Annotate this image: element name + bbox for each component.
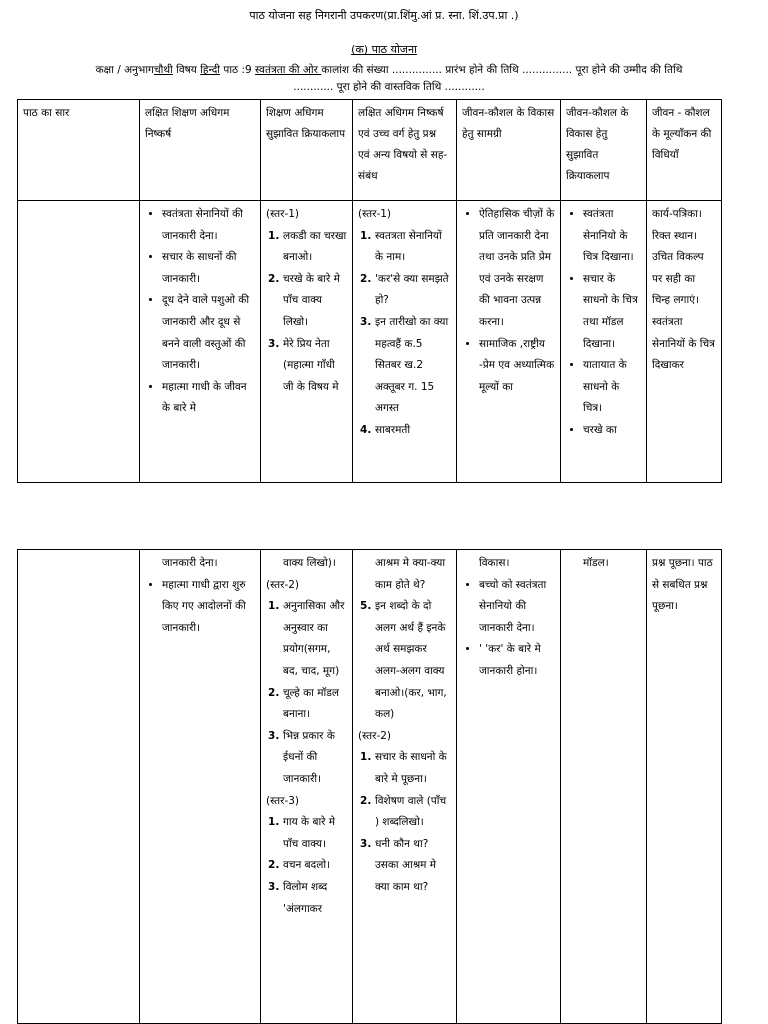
list-item: 5. इन शब्दो के दो अलग अर्थ हैं इनके अर्थ समझकर अलग-अलग वाक्य बनाओ।(कर, भाग, कल) (375, 596, 451, 726)
list-item: • ऐतिहासिक चीज़ों के प्रति जानकारी देना तथा उनके प्रति प्रेम एवं उनके सरक्षण की भावना उत्पन्न करना। (479, 204, 555, 334)
list-item: • सामाजिक ,राष्ट्रीय -प्रेम एव अध्यात्मिक मूल्यों का (479, 334, 555, 399)
summary-cell (18, 550, 140, 1024)
list-item: 2. चूल्हे का मॉडल बनाना। (283, 683, 347, 726)
list-item: 2. 'कर'से क्या समझते हो? (375, 269, 451, 312)
list-item: • महात्मा गाधी के जीवन के बारे मे (162, 377, 255, 420)
list-item: 1. गाय के बारे मे पॉंच वाक्य। (283, 812, 347, 855)
list-item: • स्वतंत्रता सेनानियो के चित्र दिखाना। (583, 204, 641, 269)
class-label: कक्षा / अनुभाग (95, 64, 154, 76)
lesson-plan-subtitle (0, 42, 768, 58)
header-summary: पाठ का सार (18, 100, 140, 201)
list-item: • यातायात के साधनो के चित्र। (583, 355, 641, 420)
evaluation-cell: कार्य-पत्रिका। रिक्त स्थान। उचित विकल्प पर सही का चिन्ह लगाएं। स्वतंत्रता सेनानियों के चित्र दिखाकर (647, 201, 722, 483)
list-item: 1. स्वतत्रता सेनानियों के नाम। (375, 226, 451, 269)
period-dates: कालांश की संख्या ............... प्रारंभ होने की तिथि ............... पूरा होने की उम्मीद की तिथि (321, 64, 683, 76)
list-item: 3. मेरे प्रिय नेता (महात्मा गॉंधी जी के विषय मे (283, 334, 347, 399)
level-label: (स्तर-1) (358, 208, 392, 220)
list-item: 3. इन तारीखो का क्या महत्वहैं क.5 सितबर ख.2 अक्तूबर ग. 15 अगस्त (375, 312, 451, 420)
header-materials: जीवन-कौशल के विकास हेतु सामग्री (457, 100, 561, 201)
summary-cell (18, 201, 140, 483)
lesson-meta (44, 62, 734, 96)
header-skill-activities: जीवन-कौशल के विकास हेतु सुझावित क्रियाकलाप (561, 100, 647, 201)
list-item: 2. वचन बदलो। (283, 855, 347, 877)
lesson-label: पाठ :9 (220, 64, 256, 76)
list-item: 2. विशेषण वाले (पॉंच ) शब्दलिखो। (375, 791, 451, 834)
level-label: (स्तर-2) (266, 578, 300, 591)
list-item: • बच्चो को स्वतंत्रता सेनानियो की जानकारी देना। (479, 575, 555, 640)
list-item: 1. अनुनासिका और अनुस्वार का प्रयोग(सगम, बद, चाद, मूग) (283, 596, 347, 682)
materials-cell (457, 201, 561, 483)
subject-label: विषय (172, 64, 201, 76)
list-item: 2. चरखे के बारे मे पॉंच वाक्य लिखो। (283, 269, 347, 334)
list-item: 1. सचार के साधनो के बारे मे पूछना। (375, 747, 451, 790)
outcomes-cell (140, 201, 261, 483)
list-item: 4. साबरमती (375, 420, 451, 442)
level-label: (स्तर-1) (266, 208, 300, 220)
lesson-value: स्वतंत्रता की ओर (255, 64, 322, 76)
list-item: 1. लकडी का चरखा बनाओ। (283, 226, 347, 269)
continued-text: जानकारी देना। (162, 557, 218, 569)
activities-cell (261, 201, 353, 483)
list-item: • स्वतंत्रता सेनानियों की जानकारी देना। (162, 204, 255, 247)
activities-cell (261, 550, 353, 1024)
list-item: • ' 'कर' के बारे मे जानकारी होना। (479, 639, 555, 682)
list-item: 3. भिन्न प्रकार के ईधनों की जानकारी। (283, 726, 347, 791)
outcomes-cell (140, 550, 261, 1024)
continued-text: वाक्य लिखो)। (283, 557, 336, 569)
header-evaluation: जीवन - कौशल के मूल्यॉंकन की विधियाँ (647, 100, 722, 201)
continued-text: विकास। (479, 557, 510, 569)
list-item: • सचार के साधनो के चित्र तथा मॉडल दिखाना। (583, 269, 641, 355)
table-row (18, 201, 722, 483)
header-learning-outcomes: लक्षित शिक्षण अधिगम निष्कर्ष (140, 100, 261, 201)
table-row (18, 550, 722, 1024)
actual-completion-date: ............ पूरा होने की वास्तविक तिथि ............ (293, 81, 485, 93)
header-activities: शिक्षण अधिगम सुझावित क्रियाकलाप (261, 100, 353, 201)
list-item: 3. विलोम शब्द 'अंलगाकर (283, 877, 347, 920)
subtitle-text: (क) पाठ योजना (351, 43, 417, 56)
list-item: • दूध देने वाले पशुओ की जानकारी और दूध से बनने वाली वस्तुओं की जानकारी। (162, 290, 255, 376)
class-value: चौथी (153, 64, 173, 76)
list-item: • महात्मा गाधी द्वारा शुरु किए गए आदोलनों की जानकारी। (162, 575, 255, 640)
skill-activities-cell (561, 550, 647, 1024)
level-label: (स्तर-3) (266, 794, 300, 807)
skill-activities-cell (561, 201, 647, 483)
lesson-plan-table-part-1 (17, 99, 722, 483)
questions-cell (353, 550, 457, 1024)
list-item: • सचार के साधनों की जानकारी। (162, 247, 255, 290)
list-item: • चरखे का (583, 420, 641, 442)
continued-text: आश्रम मे क्या-क्या काम होते थे? (375, 557, 446, 591)
continued-text: मॉडल। (583, 557, 609, 569)
table-header-row (18, 100, 722, 201)
lesson-plan-table-part-2 (17, 549, 722, 1024)
subject-value: हिन्दी (200, 64, 221, 76)
list-item: 3. धनी कौन था? उसका आश्रम मे क्या काम था? (375, 834, 451, 899)
header-questions: लक्षित अधिगम निष्कर्ष एवं उच्च वर्ग हेतु प्रश्न एवं अन्य विषयो से सह-संबंध (353, 100, 457, 201)
questions-cell (353, 201, 457, 483)
document-title: पाठ योजना सह निगरानी उपकरण(प्रा.शिंमु.आं प्र. स्ना. शिं.उप.प्रा .) (249, 9, 519, 22)
materials-cell (457, 550, 561, 1024)
evaluation-cell: प्रश्न पूछना। पाठ से सबधित प्रश्न पूछना। (647, 550, 722, 1024)
level-label: (स्तर-2) (358, 729, 392, 742)
